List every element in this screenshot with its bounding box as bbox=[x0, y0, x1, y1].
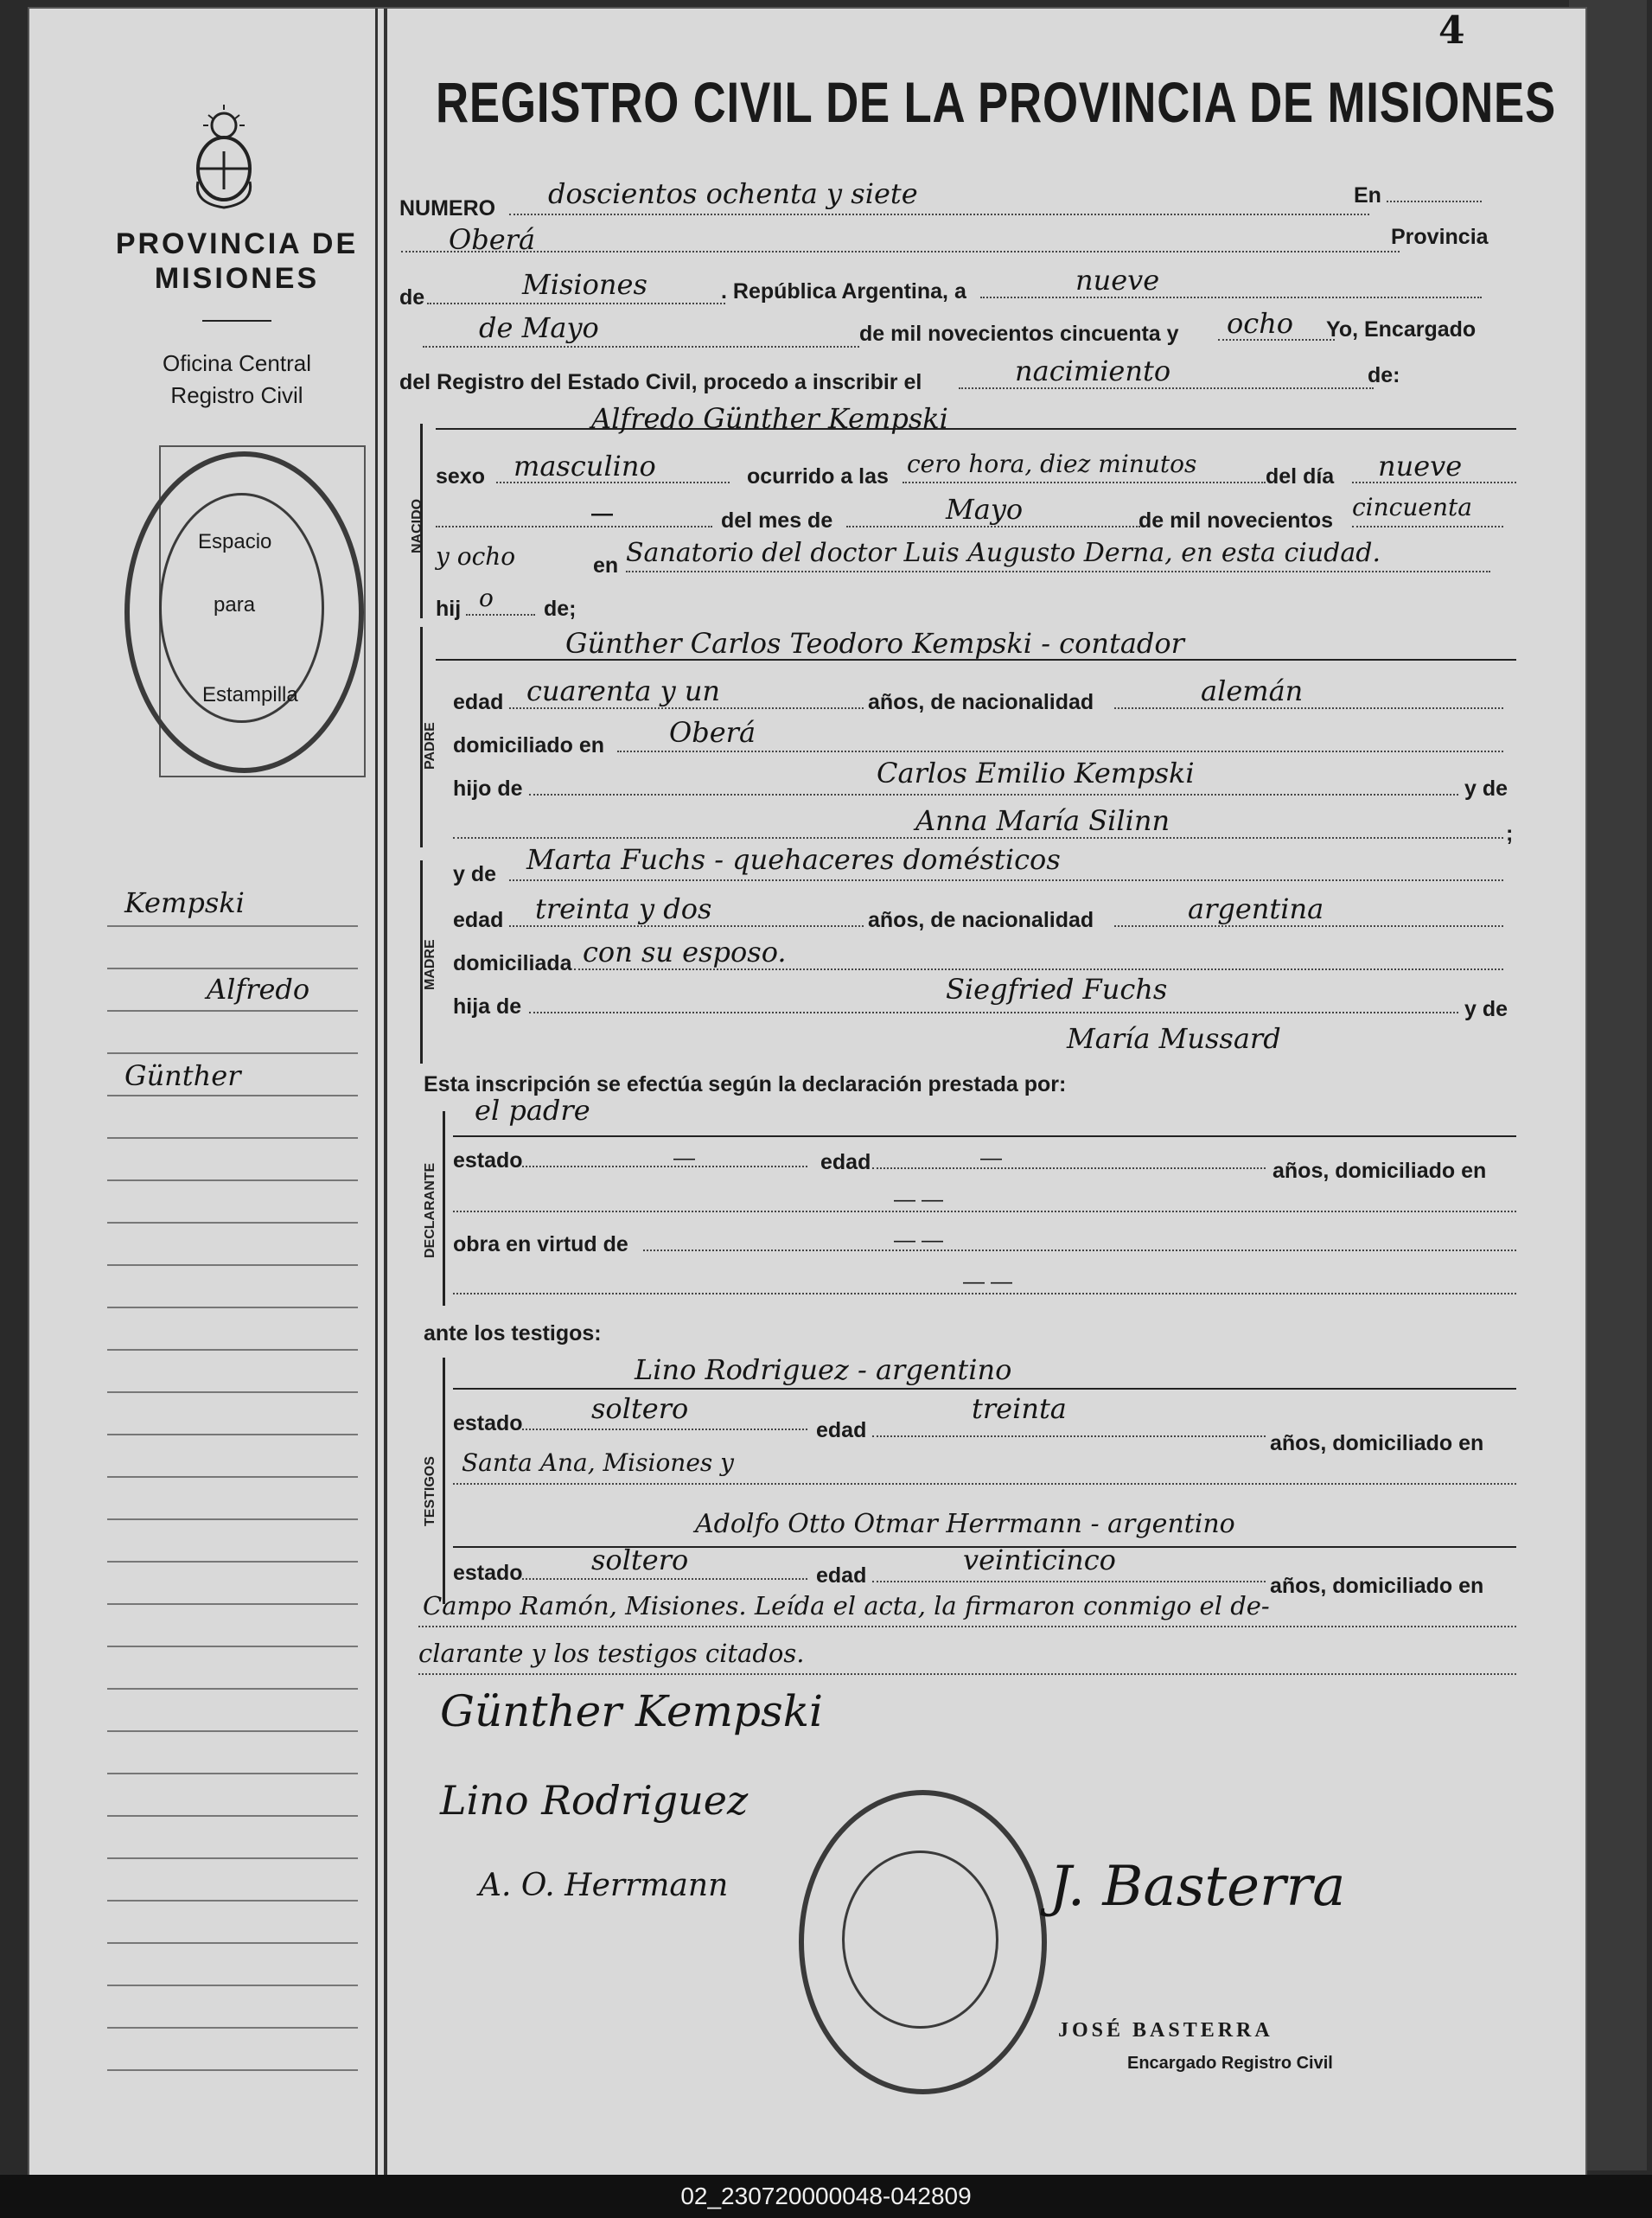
declaracion-label: Esta inscripción se efectúa según la declaración prestada por: bbox=[424, 1072, 1067, 1096]
padre-semicolon: ; bbox=[1506, 821, 1514, 846]
sidebar-divider bbox=[202, 320, 271, 322]
padre-yde-label: y de bbox=[1464, 777, 1508, 801]
de-colon-label: de: bbox=[1368, 363, 1400, 387]
margin-first-name: Alfredo bbox=[207, 973, 310, 1006]
sidebar-ruled-line bbox=[107, 1942, 358, 1944]
obra-value-2: — — bbox=[963, 1269, 1012, 1294]
sidebar-ruled-line bbox=[107, 1264, 358, 1266]
sidebar-ruled-line bbox=[107, 968, 358, 969]
republica-label: . República Argentina, a bbox=[721, 279, 966, 304]
testigos-label: ante los testigos: bbox=[424, 1321, 602, 1346]
mil-label: de mil novecientos bbox=[1139, 508, 1334, 533]
sidebar-ruled-line bbox=[107, 1518, 358, 1520]
padre-nac-value: alemán bbox=[1201, 674, 1304, 707]
madre-edad-value: treinta y dos bbox=[535, 892, 712, 925]
province-value: Misiones bbox=[522, 268, 647, 301]
declarante-anios-label: años, domiciliado en bbox=[1272, 1159, 1487, 1183]
testigo2-dom-value: Campo Ramón, Misiones. Leída el acta, la firmaron conmigo el de- bbox=[423, 1591, 1270, 1620]
sidebar-ruled-line bbox=[107, 1985, 358, 1986]
sidebar-ruled-line bbox=[107, 1179, 358, 1181]
madre-edad-label: edad bbox=[453, 908, 504, 932]
madre-father-name: Siegfried Fuchs bbox=[946, 973, 1168, 1006]
anio-value: cincuenta bbox=[1352, 493, 1472, 521]
declarante-edad-label: edad bbox=[820, 1150, 871, 1174]
padre-edad-label: edad bbox=[453, 690, 504, 714]
stamp-space-label-2: para bbox=[214, 593, 256, 617]
declarante-label: DECLARANTE bbox=[423, 1162, 437, 1258]
padre-label: PADRE bbox=[423, 722, 437, 770]
padre-edad-value: cuarenta y un bbox=[526, 674, 721, 707]
year-label: de mil novecientos cincuenta y bbox=[859, 322, 1179, 346]
document-title: REGISTRO CIVIL DE LA PROVINCIA DE MISIONES bbox=[436, 70, 1557, 134]
padre-name: Günther Carlos Teodoro Kempski - contador bbox=[565, 627, 1184, 660]
province-title: PROVINCIA DE MISIONES bbox=[115, 227, 359, 295]
obra-label: obra en virtud de bbox=[453, 1232, 628, 1256]
sidebar-ruled-line bbox=[107, 1434, 358, 1435]
en-lugar-label: en bbox=[593, 553, 619, 578]
testigos-section-label: TESTIGOS bbox=[423, 1456, 437, 1526]
declarante-dom-value: — — bbox=[894, 1187, 943, 1211]
numero-label: NUMERO bbox=[399, 196, 496, 221]
testigo2-anios-label: años, domiciliado en bbox=[1270, 1574, 1484, 1598]
signature-declarante: Günther Kempski bbox=[440, 1686, 823, 1736]
padre-dom-label: domiciliado en bbox=[453, 733, 605, 757]
registrar-name: JOSÉ BASTERRA bbox=[1058, 2019, 1273, 2042]
month-value: de Mayo bbox=[479, 311, 599, 344]
sidebar-ruled-line bbox=[107, 1307, 358, 1308]
sidebar-ruled-line bbox=[107, 1010, 358, 1012]
dia-value: nueve bbox=[1378, 450, 1463, 483]
provincia-label: Provincia bbox=[1391, 225, 1489, 249]
testigo2-dom-value-2: clarante y los testigos citados. bbox=[418, 1639, 805, 1668]
en-label: En bbox=[1354, 183, 1381, 208]
testigo1-estado-value: soltero bbox=[591, 1392, 689, 1425]
ocurrido-label: ocurrido a las bbox=[747, 464, 889, 489]
sidebar-ruled-line bbox=[107, 2069, 358, 2071]
testigo1-edad-value: treinta bbox=[972, 1392, 1067, 1425]
madre-label: MADRE bbox=[423, 939, 437, 990]
declarante-edad-value: — bbox=[980, 1146, 1002, 1170]
office-line-2: Registro Civil bbox=[170, 382, 303, 408]
sidebar-ruled-line bbox=[107, 1900, 358, 1902]
testigo1-estado-label: estado bbox=[453, 1411, 523, 1435]
sidebar-ruled-line bbox=[107, 1476, 358, 1478]
place-value: Oberá bbox=[449, 223, 536, 256]
testigo2-estado-label: estado bbox=[453, 1561, 523, 1585]
sidebar-ruled-line bbox=[107, 1603, 358, 1605]
hij-label: hij bbox=[436, 597, 462, 621]
declarante-estado-label: estado bbox=[453, 1148, 523, 1173]
declarante-bracket bbox=[443, 1111, 445, 1306]
madre-nac-label: años, de nacionalidad bbox=[868, 908, 1094, 932]
official-stamp-inner bbox=[842, 1850, 998, 2029]
madre-dom-label: domiciliada bbox=[453, 951, 572, 975]
declarante-name: el padre bbox=[475, 1094, 590, 1127]
coat-of-arms-icon bbox=[189, 99, 258, 212]
madre-dom-value: con su esposo. bbox=[583, 936, 787, 968]
obra-value: — — bbox=[894, 1228, 943, 1252]
sidebar-ruled-line bbox=[107, 1391, 358, 1393]
footer-bar bbox=[0, 2175, 1652, 2218]
madre-yde2-label: y de bbox=[1464, 997, 1508, 1021]
hij-de-label: de; bbox=[544, 597, 577, 621]
sidebar-ruled-line bbox=[107, 1815, 358, 1817]
sidebar-ruled-line bbox=[107, 1561, 358, 1563]
registrar-title: Encargado Registro Civil bbox=[1127, 2054, 1333, 2073]
testigo2-estado-value: soltero bbox=[591, 1544, 689, 1576]
nacido-dash: — bbox=[591, 502, 613, 526]
sidebar-ruled-line bbox=[107, 925, 358, 927]
madre-mother-name: María Mussard bbox=[1067, 1022, 1281, 1055]
madre-nac-value: argentina bbox=[1188, 892, 1324, 925]
sexo-label: sexo bbox=[436, 464, 485, 489]
signature-testigo-1: Lino Rodriguez bbox=[440, 1777, 749, 1824]
padre-hijo-label: hijo de bbox=[453, 777, 523, 801]
stamp-space-label-1: Espacio bbox=[198, 530, 272, 553]
year-value: ocho bbox=[1227, 307, 1294, 340]
registrar-signature: J. Basterra bbox=[1049, 1855, 1346, 1919]
testigo1-edad-label: edad bbox=[816, 1418, 867, 1442]
testigo1-dom-value: Santa Ana, Misiones y bbox=[462, 1448, 734, 1477]
lugar-value: Sanatorio del doctor Luis Augusto Derna, en esta ciudad. bbox=[626, 538, 1381, 568]
acto-value: nacimiento bbox=[1015, 355, 1171, 387]
hij-value: o bbox=[479, 584, 494, 612]
madre-hija-label: hija de bbox=[453, 994, 522, 1019]
nacido-name: Alfredo Günther Kempski bbox=[591, 402, 948, 435]
sidebar-ruled-line bbox=[107, 1349, 358, 1351]
yo-encargado-label: Yo, Encargado bbox=[1326, 317, 1477, 342]
sidebar-ruled-line bbox=[107, 1646, 358, 1647]
sidebar-ruled-line bbox=[107, 1095, 358, 1096]
de-label: de bbox=[399, 285, 425, 310]
sidebar-ruled-line bbox=[107, 1688, 358, 1690]
sexo-value: masculino bbox=[513, 450, 656, 483]
footer-code: 02_230720000048-042809 bbox=[680, 2183, 972, 2209]
mes-value: Mayo bbox=[946, 493, 1024, 526]
testigo2-edad-label: edad bbox=[816, 1563, 867, 1588]
padre-nac-label: años, de nacionalidad bbox=[868, 690, 1094, 714]
stamp-space-label-3: Estampilla bbox=[202, 683, 298, 706]
dia-label: del día bbox=[1266, 464, 1335, 489]
testigo2-name: Adolfo Otto Otmar Herrmann - argentino bbox=[695, 1509, 1235, 1539]
testigo1-anios-label: años, domiciliado en bbox=[1270, 1431, 1484, 1455]
numero-value: doscientos ochenta y siete bbox=[548, 177, 918, 210]
day-value: nueve bbox=[1075, 264, 1160, 297]
anio-cont-value: y ocho bbox=[436, 542, 516, 571]
margin-middle-name: Günther bbox=[124, 1059, 241, 1092]
padre-father-name: Carlos Emilio Kempski bbox=[877, 757, 1195, 789]
madre-name: Marta Fuchs - quehaceres domésticos bbox=[526, 843, 1061, 876]
testigos-bracket bbox=[443, 1358, 445, 1604]
testigo1-name: Lino Rodriguez - argentino bbox=[635, 1353, 1012, 1386]
sidebar-ruled-line bbox=[107, 1730, 358, 1732]
document-page bbox=[28, 7, 1587, 2176]
nacido-label: NACIDO bbox=[410, 498, 424, 553]
office-line-1: Oficina Central bbox=[163, 350, 311, 376]
madre-yde-label: y de bbox=[453, 862, 497, 886]
testigo2-edad-value: veinticinco bbox=[963, 1544, 1116, 1576]
padre-dom-value: Oberá bbox=[669, 716, 756, 749]
hora-value: cero hora, diez minutos bbox=[907, 450, 1197, 478]
mes-label: del mes de bbox=[721, 508, 833, 533]
sidebar-ruled-line bbox=[107, 2027, 358, 2029]
registro-label: del Registro del Estado Civil, procedo a inscribir el bbox=[399, 370, 922, 394]
sidebar-ruled-line bbox=[107, 1137, 358, 1139]
sidebar-ruled-line bbox=[107, 1052, 358, 1054]
signature-testigo-2: A. O. Herrmann bbox=[479, 1868, 729, 1903]
sidebar-ruled-line bbox=[107, 1857, 358, 1859]
page-number: 4 bbox=[1438, 9, 1465, 53]
margin-divider bbox=[384, 9, 387, 2175]
padre-mother-name: Anna María Silinn bbox=[915, 804, 1170, 837]
margin-surname: Kempski bbox=[124, 886, 245, 919]
declarante-estado-value: — bbox=[673, 1146, 695, 1170]
sidebar-ruled-line bbox=[107, 1773, 358, 1774]
sidebar-ruled-line bbox=[107, 1222, 358, 1224]
